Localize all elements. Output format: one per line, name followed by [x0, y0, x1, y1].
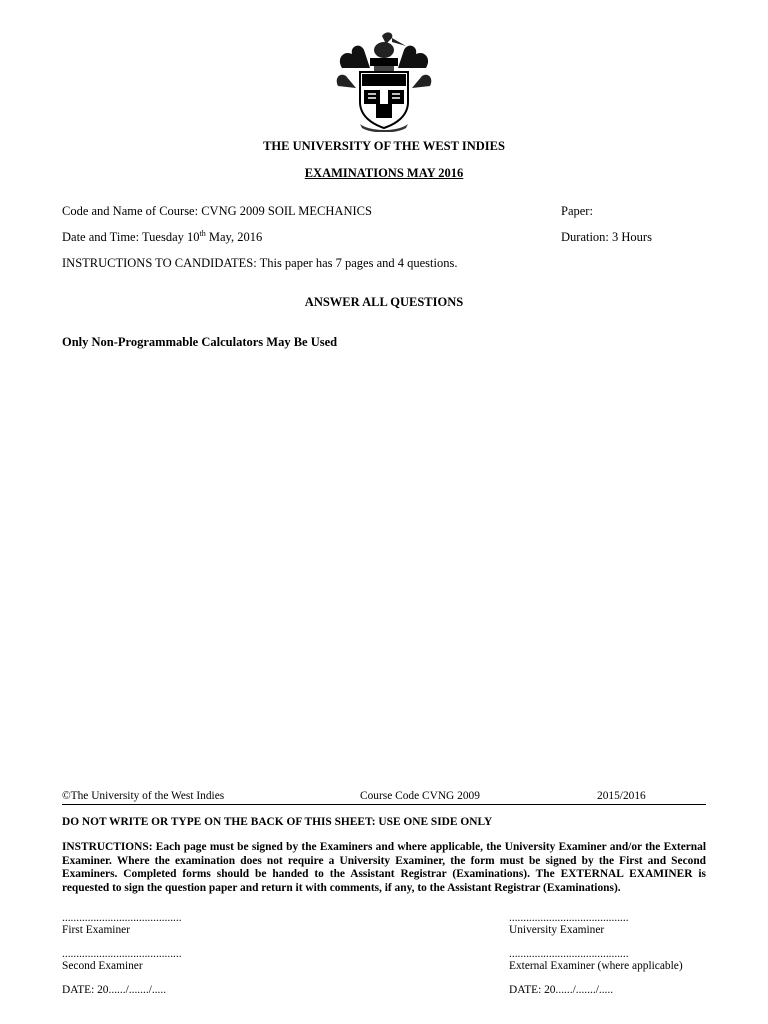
academic-year: 2015/2016 [597, 790, 646, 802]
date-time [62, 230, 262, 245]
footer-divider [62, 804, 706, 805]
second-examiner-line: .......................................... [62, 948, 182, 960]
duration: Duration: 3 Hours [561, 230, 652, 244]
first-date-line: DATE: 20....../......./..... [62, 984, 167, 996]
candidate-instructions: INSTRUCTIONS TO CANDIDATES: This paper has 7 pages and 4 questions. [62, 256, 458, 270]
external-examiner-label: External Examiner (where applicable) [509, 960, 683, 972]
university-examiner-label: University Examiner [509, 924, 605, 936]
examiner-instructions: INSTRUCTIONS: Each page must be signed by the Examiners and where applicable, the University Examiner and/or the External Examiner. Where the examination does not require a University Examiner, the form must be signed by the First and Second Examiners. Completed forms should be handed to the Assistant Registrar (Examinations). The EXTERNAL EXAMINER is requested to sign the question paper and return it with comments, if any, to the Assistant Registrar (Examinations). [62, 841, 706, 894]
second-examiner-label: Second Examiner [62, 960, 143, 972]
exam-session-title: EXAMINATIONS MAY 2016 [304, 166, 464, 180]
second-date-line: DATE: 20....../......./..... [509, 984, 614, 996]
university-name: THE UNIVERSITY OF THE WEST INDIES [263, 139, 505, 153]
date-ordinal: th [199, 228, 206, 238]
external-examiner-line: .......................................... [509, 948, 629, 960]
first-examiner-label: First Examiner [62, 924, 131, 936]
one-side-warning: DO NOT WRITE OR TYPE ON THE BACK OF THIS SHEET: USE ONE SIDE ONLY [62, 816, 493, 828]
first-examiner-line: .......................................... [62, 912, 182, 924]
course-code-footer: Course Code CVNG 2009 [360, 790, 480, 802]
course-name: Code and Name of Course: CVNG 2009 SOIL MECHANICS [62, 204, 372, 218]
date-suffix: May, 2016 [205, 230, 263, 244]
university-examiner-line: .......................................... [509, 912, 629, 924]
university-crest-logo [334, 28, 434, 132]
answer-all-heading: ANSWER ALL QUESTIONS [304, 295, 464, 309]
date-prefix: Date and Time: Tuesday 10 [62, 230, 200, 244]
calculator-notice: Only Non-Programmable Calculators May Be Used [62, 335, 338, 349]
copyright-text: ©The University of the West Indies [62, 790, 225, 802]
paper-label: Paper: [561, 204, 593, 218]
